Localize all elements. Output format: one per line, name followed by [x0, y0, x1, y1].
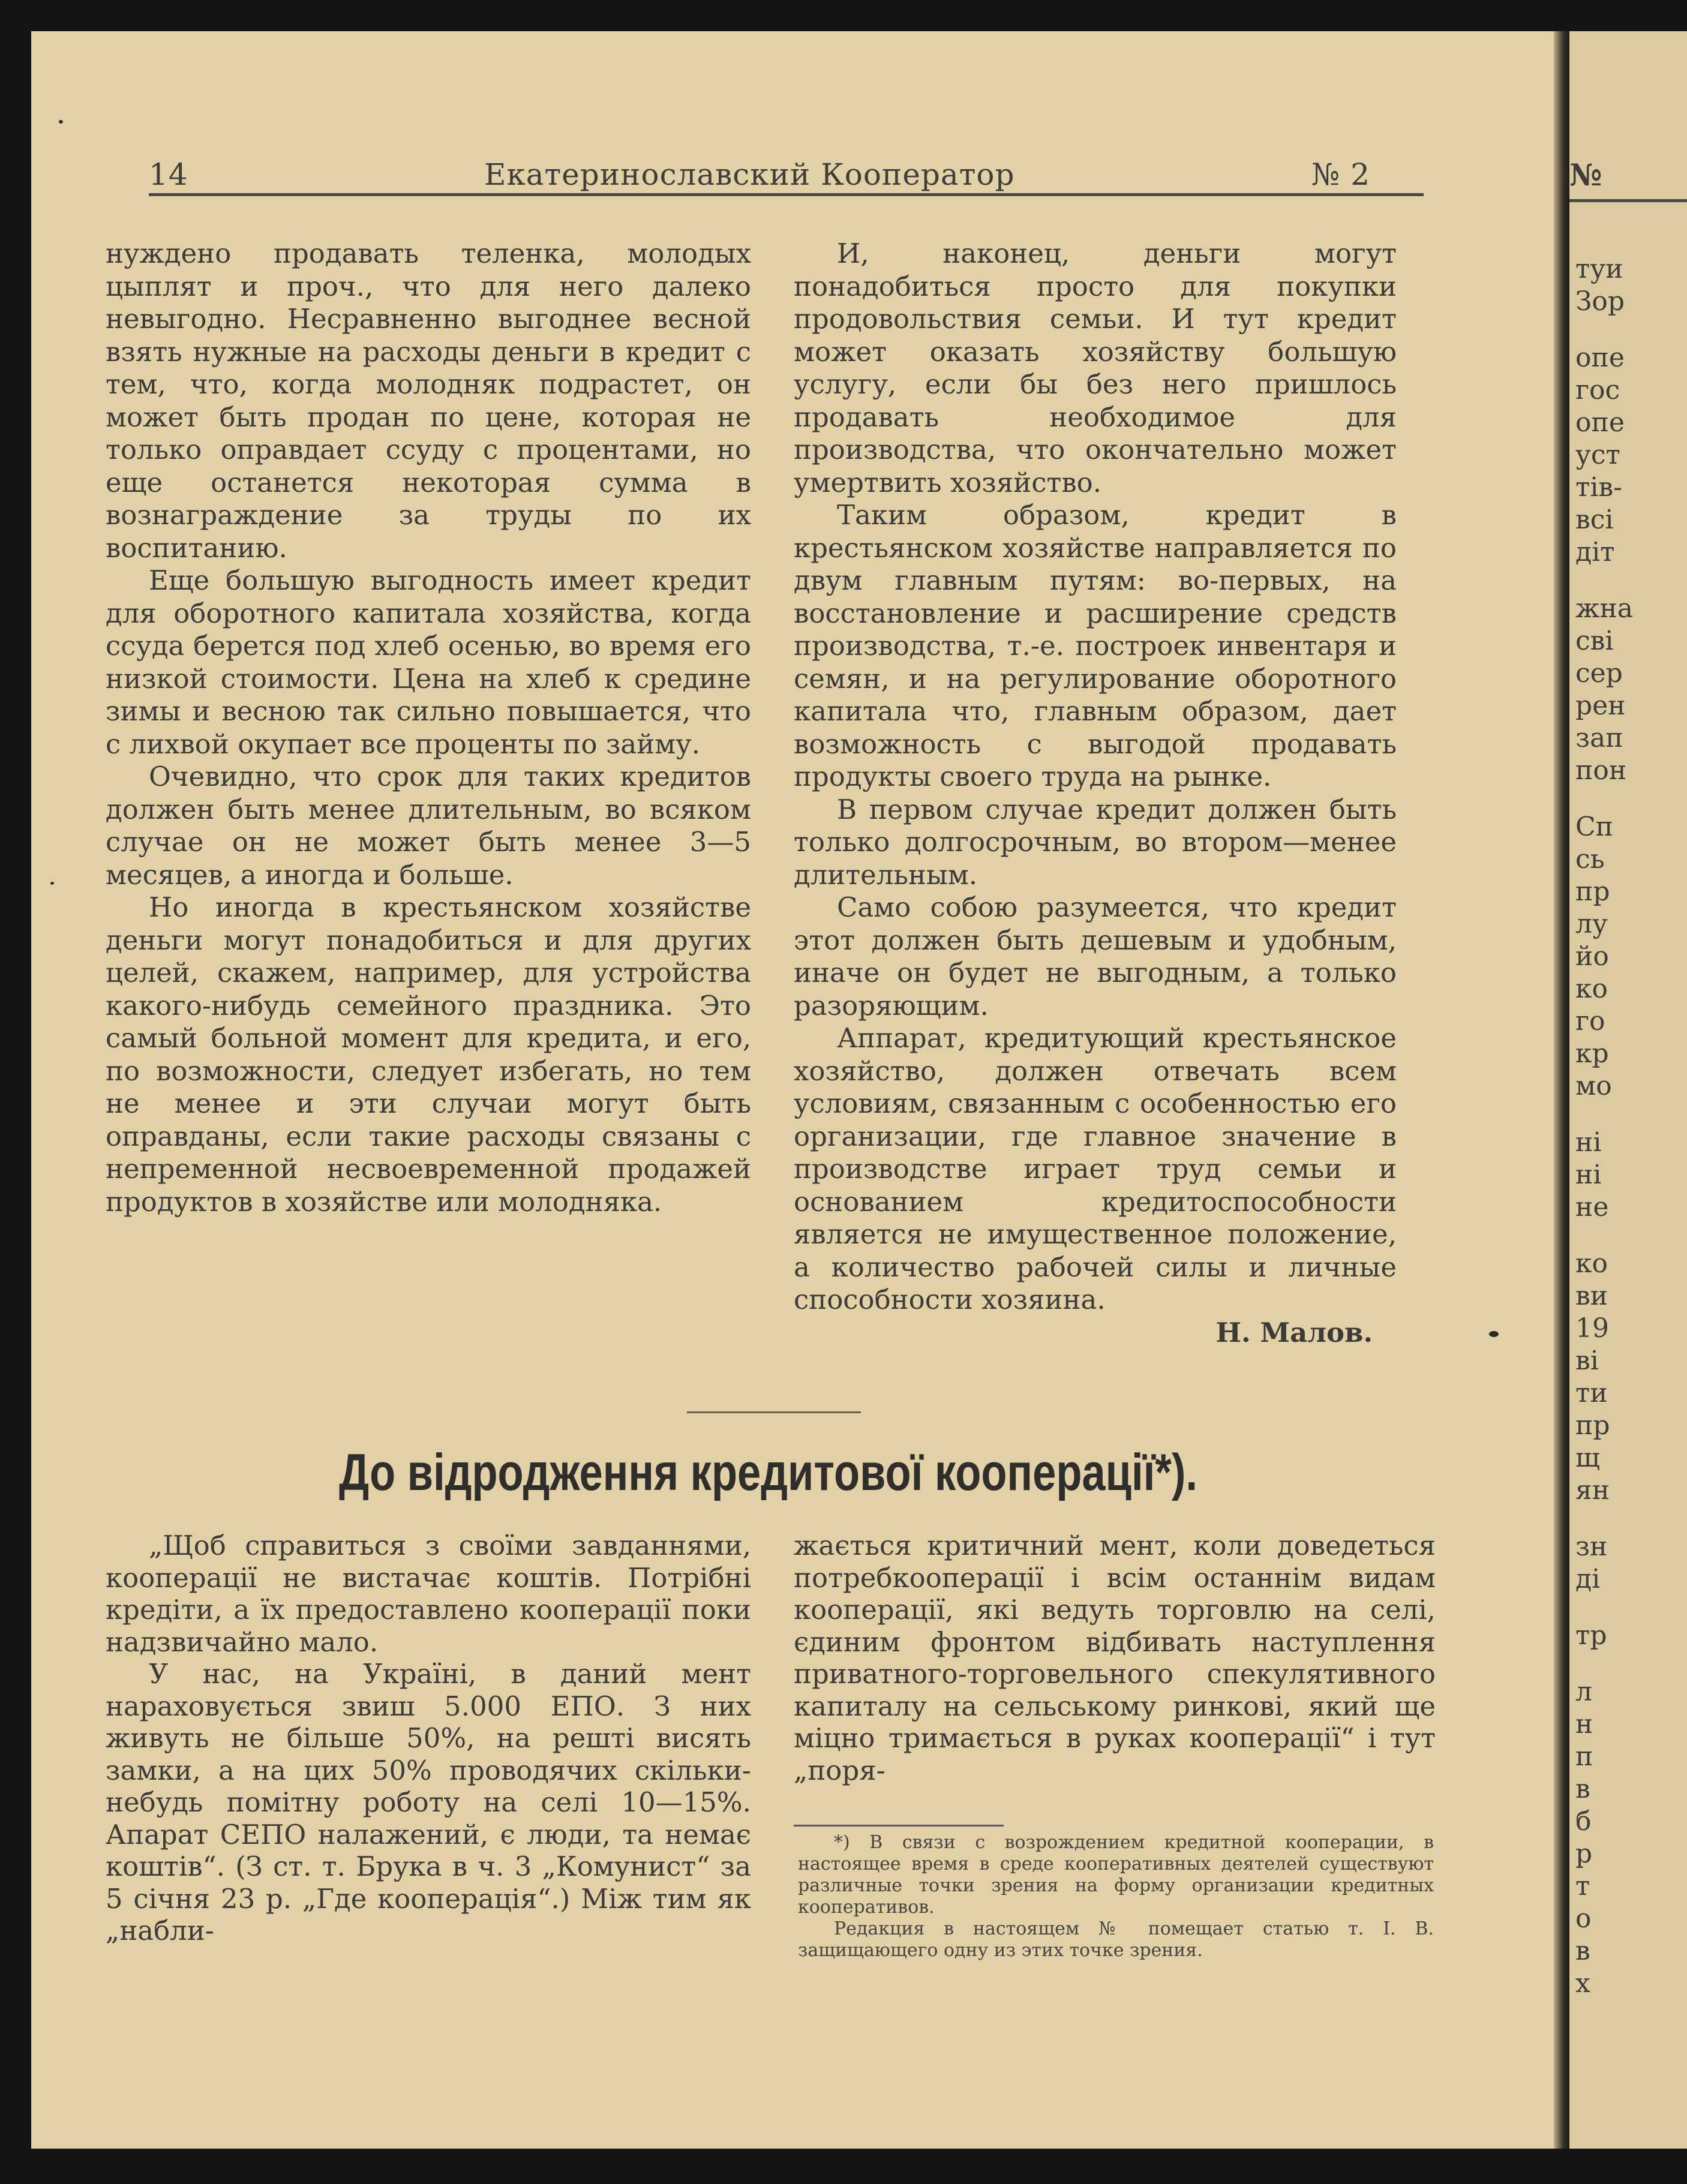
print-speck — [1489, 1331, 1499, 1337]
footnote-rule — [794, 1825, 1004, 1826]
adjacent-line-fragment: жна — [1575, 593, 1634, 624]
print-speck — [50, 882, 54, 885]
adjacent-line-fragment: го — [1575, 1006, 1605, 1037]
footnote-text: *) В связи с возрождением кредитной кооперации, в настоящее время в среде кооперативных деятелей существуют различные точки зрения на форму организации кредитных кооперативов. — [798, 1832, 1434, 1918]
running-header — [149, 157, 1424, 193]
adjacent-line-fragment: в — [1575, 1936, 1590, 1966]
paragraph: Очевидно, что срок для таких кредитов должен быть менее длительным, во всяком случае он не может быть менее 3—5 месяцев, а иногда и больше. — [106, 761, 751, 891]
article1-column-1 — [106, 238, 751, 1218]
paragraph: У нас, на Україні, в даний мент нараховується звиш 5.000 ЕПО. З них живуть не більше 50%, на решті висять замки, а на цих 50% проводячих скільки-небудь помітну роботу на селі 10—15%. Апарат СЕПО налажений, є люди, та немає коштів“. (З ст. т. Брука в ч. 3 „Комунист“ за 5 січня 23 р. „Где кооперація“.) Між тим як „набли- — [106, 1658, 751, 1946]
adjacent-line-fragment: пр — [1575, 876, 1610, 907]
adjacent-line-fragment: ні — [1575, 1159, 1602, 1190]
adjacent-line-fragment: Сп — [1575, 812, 1613, 842]
adjacent-line-fragment: лу — [1575, 909, 1608, 939]
paragraph: И, наконец, деньги могут понадобиться просто для покупки продовольствия семьи. И тут кредит может оказать хозяйству большую услугу, если бы без него пришлось продавать необходимое для производства, что окончательно может умертвить хозяйство. — [794, 238, 1397, 498]
adjacent-line-fragment: х — [1575, 1968, 1590, 1999]
adjacent-line-fragment: зн — [1575, 1531, 1608, 1562]
adjacent-line-fragment: мо — [1575, 1071, 1612, 1101]
adjacent-line-fragment: ти — [1575, 1378, 1608, 1408]
adjacent-line-fragment: тів- — [1575, 472, 1623, 503]
adjacent-line-fragment: ян — [1575, 1475, 1610, 1506]
scan-border-top — [0, 0, 1687, 31]
adjacent-line-fragment: сві — [1575, 626, 1614, 656]
page-gutter — [1554, 31, 1569, 2149]
paragraph: Аппарат, кредитующий крестьянское хозяйство, должен отвечать всем условиям, связанным с особенностью его организации, где главное значение в производстве играет труд семьи и основанием кредитоспособности является не имущественное положение, а количество рабочей силы и личные способности хозяина. — [794, 1022, 1397, 1315]
adjacent-line-fragment: ні — [1575, 1127, 1602, 1158]
adjacent-line-fragment: сер — [1575, 658, 1623, 689]
adjacent-line-fragment: опе — [1575, 407, 1625, 438]
adjacent-line-fragment: р — [1575, 1838, 1593, 1869]
article-title: До відродження кредитової кооперації*). — [339, 1444, 1197, 1501]
adjacent-line-fragment: ви — [1575, 1281, 1608, 1311]
editorial-note: Редакция в настоящем № помещает статью т. І. В. защищающего одну из этих точке зрения. — [798, 1918, 1434, 1961]
adjacent-line-fragment: рен — [1575, 690, 1626, 721]
header-rule — [149, 193, 1424, 196]
section-divider — [687, 1411, 861, 1413]
adjacent-line-fragment: всі — [1575, 504, 1614, 535]
issue-number: № 2 — [1311, 157, 1371, 192]
paragraph: жається критичний мент, коли доведеться потребкооперації і всім останнім видам кооперації, які ведуть торговлю на селі, єдиним фронтом відбивать наступлення приватного-торговельного спекулятивного капиталу на сельському ринкові, який ще міцно тримається в руках кооперації“ і тут „поря- — [794, 1530, 1436, 1786]
adjacent-line-fragment: гос — [1575, 375, 1620, 405]
adjacent-line-fragment: н — [1575, 1709, 1593, 1740]
adjacent-line-fragment: туи — [1575, 254, 1623, 284]
adjacent-line-fragment: щ — [1575, 1443, 1600, 1473]
paragraph: В первом случае кредит должен быть только долгосрочным, во втором—менее длительным. — [794, 793, 1397, 891]
adjacent-line-fragment: тр — [1575, 1620, 1607, 1651]
adjacent-page-rule — [1569, 199, 1687, 202]
article1-column-2 — [794, 238, 1397, 1349]
scan-border-left — [0, 0, 31, 2184]
adjacent-line-fragment: б — [1575, 1806, 1592, 1837]
adjacent-line-fragment: л — [1575, 1677, 1592, 1707]
paragraph: Еще большую выгодность имеет кредит для оборотного капитала хозяйства, когда ссуда берется под хлеб осенью, во время его низкой стоимости. Цена на хлеб к средине зимы и весною так сильно повышается, что с лихвой окупает все проценты по займу. — [106, 564, 751, 760]
footnote — [798, 1832, 1434, 1961]
adjacent-line-fragment: Зор — [1575, 286, 1625, 317]
adjacent-page-header: № — [1569, 157, 1602, 193]
paragraph: Само собою разумеется, что кредит этот должен быть дешевым и удобным, иначе он будет не выгодным, а только разоряющим. — [794, 891, 1397, 1022]
paragraph: „Щоб справиться з своїми завданнями, кооперації не вистачає коштів. Потрібні кредіти, а їх предоставлено кооперації поки надзвичайно мало. — [106, 1530, 751, 1658]
adjacent-line-fragment: сь — [1575, 844, 1605, 875]
adjacent-page-edge — [1569, 31, 1687, 2149]
adjacent-line-fragment: йо — [1575, 941, 1609, 972]
scan-border-bottom — [0, 2149, 1687, 2184]
adjacent-line-fragment: не — [1575, 1192, 1609, 1222]
adjacent-line-fragment: 19 — [1575, 1313, 1609, 1344]
adjacent-line-fragment: т — [1575, 1871, 1590, 1901]
page-number: 14 — [149, 157, 188, 192]
adjacent-line-fragment: діт — [1575, 537, 1615, 567]
adjacent-line-fragment: ді — [1575, 1564, 1601, 1594]
adjacent-line-fragment: пон — [1575, 755, 1627, 786]
journal-title: Екатеринославский Кооператор — [484, 157, 1015, 192]
article2-column-1 — [106, 1530, 751, 1947]
author-signature: Н. Малов. — [1215, 1316, 1373, 1348]
adjacent-line-fragment: ко — [1575, 974, 1608, 1004]
adjacent-line-fragment: ко — [1575, 1248, 1608, 1279]
adjacent-line-fragment: п — [1575, 1741, 1593, 1772]
article2-column-2 — [794, 1530, 1436, 1786]
adjacent-line-fragment: ві — [1575, 1345, 1599, 1376]
adjacent-line-fragment: в — [1575, 1774, 1590, 1804]
adjacent-line-fragment: пр — [1575, 1410, 1610, 1441]
adjacent-line-fragment: уст — [1575, 440, 1620, 470]
paragraph: нуждено продавать теленка, молодых цыплят и проч., что для него далеко невыгодно. Несравненно выгоднее весной взять нужные на расходы деньги в кредит с тем, что, когда молодняк подрастет, он может быть продан по цене, которая не только оправдает ссуду с процентами, но еще останется некоторая сумма в вознаграждение за труды по их воспитанию. — [106, 238, 751, 564]
paragraph: Таким образом, кредит в крестьянском хозяйстве направляется по двум главным путям: во-первых, на восстановление и расширение средств производства, т.-е. построек инвентаря и семян, и на регулирование оборотного капитала что, главным образом, дает возможность с выгодой продавать продукты своего труда на рынке. — [794, 499, 1397, 792]
paragraph: Но иногда в крестьянском хозяйстве деньги могут понадобиться и для других целей, скажем, например, для устройства какого-нибудь семейного праздника. Это самый больной момент для кредита, и его, по возможности, следует избегать, но тем не менее и эти случаи могут быть оправданы, если такие расходы связаны с непременной несвоевременной продажей продуктов в хозяйстве или молодняка. — [106, 891, 751, 1218]
adjacent-line-fragment: о — [1575, 1903, 1592, 1934]
adjacent-line-fragment: зап — [1575, 723, 1623, 753]
adjacent-line-fragment: опе — [1575, 343, 1625, 373]
adjacent-line-fragment: кр — [1575, 1038, 1609, 1069]
print-speck — [59, 120, 63, 124]
